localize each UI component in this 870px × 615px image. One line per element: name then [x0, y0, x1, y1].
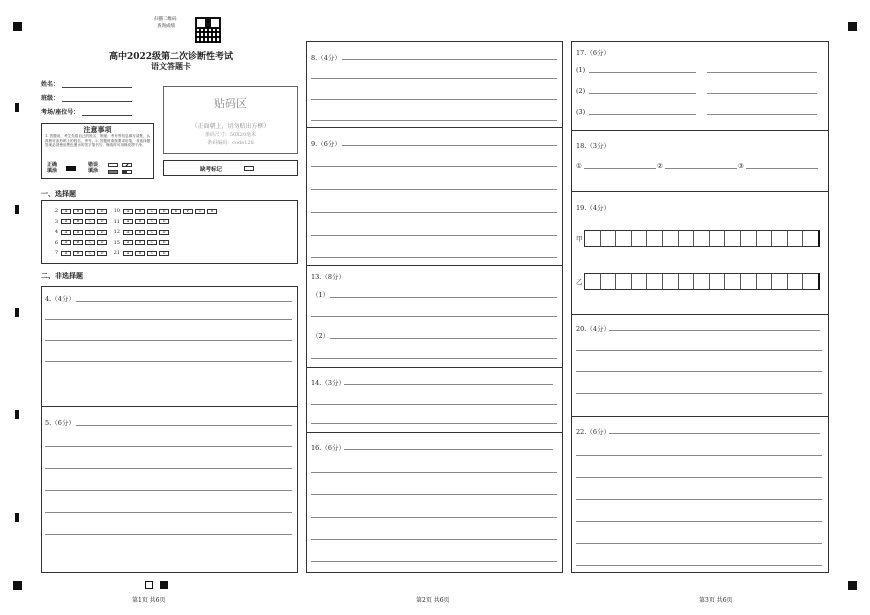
- barcode-area-title: 贴码区: [214, 97, 247, 110]
- corner-marker-bottom-right: [848, 581, 857, 590]
- grid-cell[interactable]: [725, 231, 741, 247]
- page-number-2: 第2页 共6页: [416, 597, 450, 604]
- q17-label: 17.（6分）: [576, 49, 610, 57]
- divider: [571, 314, 829, 315]
- q13-sub2-label: （2）: [312, 332, 330, 340]
- grid-cell[interactable]: [788, 231, 804, 247]
- choice-bubble[interactable]: C: [85, 209, 95, 214]
- q14-label: 14.（3分）: [311, 379, 345, 387]
- q18-blank1-label: ①: [576, 162, 582, 170]
- choice-question-number: 12: [113, 229, 120, 235]
- answer-line[interactable]: [707, 93, 817, 94]
- grid-cell[interactable]: [710, 231, 726, 247]
- answer-line[interactable]: [45, 468, 292, 469]
- notice-title: 注意事项: [83, 125, 112, 134]
- grid-cell[interactable]: [757, 274, 773, 290]
- column-3-frame: [571, 41, 829, 573]
- timing-marker: [15, 205, 19, 214]
- choice-bubble[interactable]: D: [97, 251, 107, 256]
- answer-line[interactable]: [311, 517, 557, 518]
- q19-grid-a[interactable]: [584, 230, 820, 247]
- qr-code-icon: [195, 17, 221, 43]
- choice-bubble[interactable]: A: [61, 251, 71, 256]
- absent-mark-box: [163, 160, 298, 176]
- q17-sub2-label: (2): [576, 87, 586, 95]
- choice-bubble[interactable]: E: [171, 209, 181, 214]
- absent-mark-bubble[interactable]: [244, 166, 254, 171]
- choice-bubble[interactable]: B: [73, 251, 83, 256]
- wrong-label-line2: 填涂: [88, 168, 99, 174]
- page-number-1: 第1页 共6页: [132, 597, 166, 604]
- divider: [571, 130, 829, 131]
- answer-line[interactable]: [311, 472, 557, 473]
- choice-bubble[interactable]: D: [159, 230, 169, 235]
- correct-fill-sample: [66, 166, 76, 171]
- choice-bubble[interactable]: C: [85, 240, 95, 245]
- answer-line[interactable]: [609, 330, 820, 331]
- choice-bubble[interactable]: C: [85, 219, 95, 224]
- corner-marker-top-left: [13, 22, 22, 31]
- choice-question-number: 7: [54, 250, 58, 256]
- q20-label: 20.（4分）: [576, 325, 610, 333]
- answer-line[interactable]: [45, 490, 292, 491]
- grid-cell[interactable]: [679, 274, 695, 290]
- grid-cell[interactable]: [710, 274, 726, 290]
- grid-cell[interactable]: [694, 231, 710, 247]
- answer-line[interactable]: [576, 477, 822, 478]
- choice-bubble[interactable]: D: [97, 219, 107, 224]
- answer-line[interactable]: [609, 433, 820, 434]
- answer-line[interactable]: [311, 561, 557, 562]
- choice-row: [50, 239, 109, 247]
- answer-line[interactable]: [311, 120, 557, 121]
- answer-sheet-subtitle: 语文答题卡: [151, 61, 191, 71]
- grid-cell[interactable]: [741, 231, 757, 247]
- choice-bubble[interactable]: C: [147, 240, 157, 245]
- answer-line[interactable]: [76, 425, 292, 426]
- answer-line[interactable]: [311, 235, 557, 236]
- answer-line[interactable]: [344, 384, 553, 385]
- answer-line[interactable]: [311, 539, 557, 540]
- choice-bubble[interactable]: B: [135, 219, 145, 224]
- choice-question-number: 11: [113, 218, 120, 225]
- q19-grid-b[interactable]: [584, 273, 820, 290]
- answer-line[interactable]: [311, 99, 557, 100]
- correct-label-line2: 填涂: [47, 168, 58, 174]
- answer-line[interactable]: [589, 72, 696, 73]
- choice-bubble[interactable]: B: [73, 219, 83, 224]
- choice-bubble[interactable]: G: [195, 209, 205, 214]
- choice-bubble[interactable]: A: [123, 251, 133, 256]
- q17-sub3-label: (3): [576, 108, 586, 116]
- grid-cell[interactable]: [632, 231, 648, 247]
- answer-line[interactable]: [311, 316, 557, 317]
- q4-label: 4.（4分）: [45, 295, 75, 303]
- answer-line[interactable]: [45, 534, 292, 535]
- choice-bubble[interactable]: D: [159, 219, 169, 224]
- seat-field[interactable]: [82, 115, 132, 116]
- choice-bubble[interactable]: H: [207, 209, 217, 214]
- timing-marker: [15, 103, 19, 112]
- answer-line[interactable]: [311, 423, 557, 424]
- q22-label: 22.（6分）: [576, 428, 610, 436]
- choice-bubble[interactable]: C: [85, 230, 95, 235]
- answer-line[interactable]: [576, 455, 822, 456]
- wrong-fill-label: [88, 162, 98, 174]
- answer-line[interactable]: [589, 93, 696, 94]
- answer-line[interactable]: [311, 78, 557, 79]
- q9-label: 9.（6分）: [311, 140, 341, 148]
- answer-line[interactable]: [584, 168, 656, 169]
- q8-label: 8.（4分）: [311, 54, 341, 62]
- answer-line[interactable]: [45, 319, 292, 320]
- choice-bubble[interactable]: A: [61, 240, 71, 245]
- grid-cell[interactable]: [741, 274, 757, 290]
- answer-line[interactable]: [576, 543, 822, 544]
- barcode-size: 条码尺寸：50X20毫米: [204, 132, 257, 138]
- answer-line[interactable]: [330, 297, 557, 298]
- answer-line[interactable]: [45, 361, 292, 362]
- grid-cell[interactable]: [772, 274, 788, 290]
- q18-label: 18.（3分）: [576, 142, 610, 150]
- choice-bubble[interactable]: C: [147, 209, 157, 214]
- correct-fill-label: [47, 162, 57, 174]
- grid-cell[interactable]: [679, 231, 695, 247]
- choice-question-number: 21: [113, 250, 120, 256]
- grid-cell[interactable]: [616, 231, 632, 247]
- name-field[interactable]: [62, 87, 132, 88]
- q19-label: 19.（4分）: [576, 204, 610, 212]
- choice-question-number: 15: [113, 239, 120, 246]
- grid-cell[interactable]: [803, 231, 819, 247]
- choice-row: [112, 249, 171, 257]
- q18-blank3-label: ③: [738, 162, 744, 170]
- barcode-instruction: （正面朝上，切勿贴出方框）: [191, 123, 270, 130]
- q16-label: 16.（6分）: [311, 444, 345, 452]
- grid-cell[interactable]: [803, 274, 819, 290]
- section-nonchoice-title: 二、非选择题: [41, 271, 83, 280]
- choice-bubble[interactable]: D: [159, 251, 169, 256]
- answer-line[interactable]: [311, 494, 557, 495]
- corner-marker-bottom-left: [13, 581, 22, 590]
- choice-bubble[interactable]: C: [147, 230, 157, 235]
- grid-cell[interactable]: [725, 274, 741, 290]
- choice-bubble[interactable]: B: [135, 209, 145, 214]
- choice-bubble[interactable]: F: [183, 209, 193, 214]
- choice-bubble[interactable]: C: [85, 251, 95, 256]
- answer-line[interactable]: [330, 338, 557, 339]
- grid-cell[interactable]: [663, 274, 679, 290]
- q18-blank2-label: ②: [657, 162, 663, 170]
- choice-bubble[interactable]: A: [61, 219, 71, 224]
- answer-line[interactable]: [311, 358, 557, 359]
- exam-title: 高中2022级第二次诊断性考试: [108, 52, 234, 62]
- choice-bubble[interactable]: A: [61, 209, 71, 214]
- choice-bubble[interactable]: B: [135, 230, 145, 235]
- choice-row: [50, 218, 109, 226]
- choice-question-number: 10: [113, 208, 120, 214]
- page-number-3: 第3页 共6页: [699, 597, 733, 604]
- grid-cell[interactable]: [647, 231, 663, 247]
- choice-bubble[interactable]: B: [135, 251, 145, 256]
- notice-box: [41, 123, 154, 179]
- grid-cell[interactable]: [601, 231, 617, 247]
- choice-bubble[interactable]: D: [97, 240, 107, 245]
- choice-bubble[interactable]: D: [159, 209, 169, 214]
- choice-bubble[interactable]: D: [97, 209, 107, 214]
- choice-row: [112, 239, 171, 247]
- absent-mark-label: 缺考标记: [200, 167, 223, 173]
- choice-row: [50, 207, 109, 215]
- choice-row: [112, 207, 219, 215]
- divider: [306, 367, 563, 368]
- choice-bubble[interactable]: D: [97, 230, 107, 235]
- choice-bubble[interactable]: B: [73, 230, 83, 235]
- grid-cell[interactable]: [585, 231, 601, 247]
- q4-answer-box: [41, 286, 298, 407]
- choice-row: [112, 228, 171, 236]
- answer-line[interactable]: [311, 257, 557, 258]
- answer-line[interactable]: [576, 371, 822, 372]
- notice-body: 1. 答题前，考生先将自己的姓名、班级、考号等信息填写清楚，认真核对条形码上的姓名、考号。2. 答题时请按要求用笔，非选择题答案必须使用黑色墨水的签字笔书写，修改时可用橡皮擦干净。: [45, 134, 151, 148]
- wrong-fill-sample: [108, 162, 148, 176]
- q5-label: 5.（6分）: [45, 419, 75, 427]
- grid-cell[interactable]: [772, 231, 788, 247]
- answer-line[interactable]: [707, 114, 817, 115]
- q19-row-b-label: 乙: [576, 278, 583, 286]
- choice-bubble[interactable]: C: [147, 219, 157, 224]
- section-choice-title: 一、选择题: [41, 189, 76, 198]
- timing-marker: [15, 308, 19, 317]
- correct-label-line1: 正确: [47, 162, 58, 168]
- page-marker-empty: [145, 581, 153, 589]
- seat-label: 考场/座位号：: [41, 109, 80, 116]
- choice-bubble[interactable]: B: [135, 240, 145, 245]
- answer-line[interactable]: [311, 212, 557, 213]
- answer-line[interactable]: [707, 72, 817, 73]
- q13-label: 13.（8分）: [311, 273, 345, 281]
- grid-cell[interactable]: [694, 274, 710, 290]
- class-label: 班级：: [41, 95, 60, 102]
- grid-cell[interactable]: [647, 274, 663, 290]
- grid-cell[interactable]: [757, 231, 773, 247]
- choice-bubble[interactable]: A: [123, 230, 133, 235]
- choice-question-number: 4: [54, 229, 58, 235]
- choice-bubble[interactable]: A: [123, 209, 133, 214]
- answer-line[interactable]: [589, 114, 696, 115]
- answer-line[interactable]: [311, 404, 557, 405]
- choice-bubble[interactable]: A: [61, 230, 71, 235]
- answer-line[interactable]: [576, 521, 822, 522]
- grid-cell[interactable]: [601, 274, 617, 290]
- choice-bubble[interactable]: A: [123, 219, 133, 224]
- page-marker-filled: [160, 581, 168, 589]
- answer-line[interactable]: [665, 168, 737, 169]
- choice-bubble[interactable]: D: [159, 240, 169, 245]
- answer-line[interactable]: [576, 393, 822, 394]
- grid-cell[interactable]: [788, 274, 804, 290]
- choice-bubble[interactable]: B: [73, 209, 83, 214]
- choice-row: [112, 218, 171, 226]
- answer-line[interactable]: [576, 565, 822, 566]
- answer-line[interactable]: [76, 301, 292, 302]
- barcode-code: 条码编码：code128: [207, 140, 254, 146]
- answer-line[interactable]: [45, 512, 292, 513]
- class-field[interactable]: [62, 101, 132, 102]
- timing-marker: [15, 410, 19, 419]
- answer-line[interactable]: [342, 145, 557, 146]
- barcode-area: [163, 86, 298, 154]
- qr-caption: 扫描二维码: [154, 17, 177, 22]
- choice-row: [50, 249, 109, 257]
- grid-cell[interactable]: [632, 274, 648, 290]
- q13-sub1-label: （1）: [312, 291, 330, 299]
- qr-caption: 查询成绩: [157, 24, 175, 29]
- divider: [306, 127, 563, 128]
- answer-line[interactable]: [342, 59, 557, 60]
- name-label: 姓名：: [41, 81, 60, 88]
- choice-row: [50, 228, 109, 236]
- answer-line[interactable]: [311, 166, 557, 167]
- choice-bubble[interactable]: B: [73, 240, 83, 245]
- answer-line[interactable]: [746, 168, 818, 169]
- grid-cell[interactable]: [663, 231, 679, 247]
- grid-cell[interactable]: [585, 274, 601, 290]
- choice-bubble[interactable]: A: [123, 240, 133, 245]
- divider: [306, 432, 563, 433]
- answer-line[interactable]: [576, 350, 822, 351]
- choice-question-number: 2: [54, 208, 58, 214]
- q17-sub1-label: (1): [576, 66, 586, 74]
- divider: [571, 416, 829, 417]
- divider: [306, 265, 563, 266]
- q19-row-a-label: 甲: [576, 235, 583, 243]
- grid-cell[interactable]: [616, 274, 632, 290]
- answer-line[interactable]: [576, 499, 822, 500]
- answer-line[interactable]: [311, 189, 557, 190]
- answer-line[interactable]: [344, 449, 553, 450]
- wrong-label-line1: 错误: [88, 162, 99, 168]
- divider: [571, 191, 829, 192]
- timing-marker: [15, 513, 19, 522]
- answer-line[interactable]: [45, 340, 292, 341]
- choice-bubble[interactable]: C: [147, 251, 157, 256]
- choice-question-number: 3: [54, 218, 58, 225]
- answer-line[interactable]: [45, 446, 292, 447]
- corner-marker-top-right: [848, 22, 857, 31]
- choice-question-number: 6: [54, 239, 58, 246]
